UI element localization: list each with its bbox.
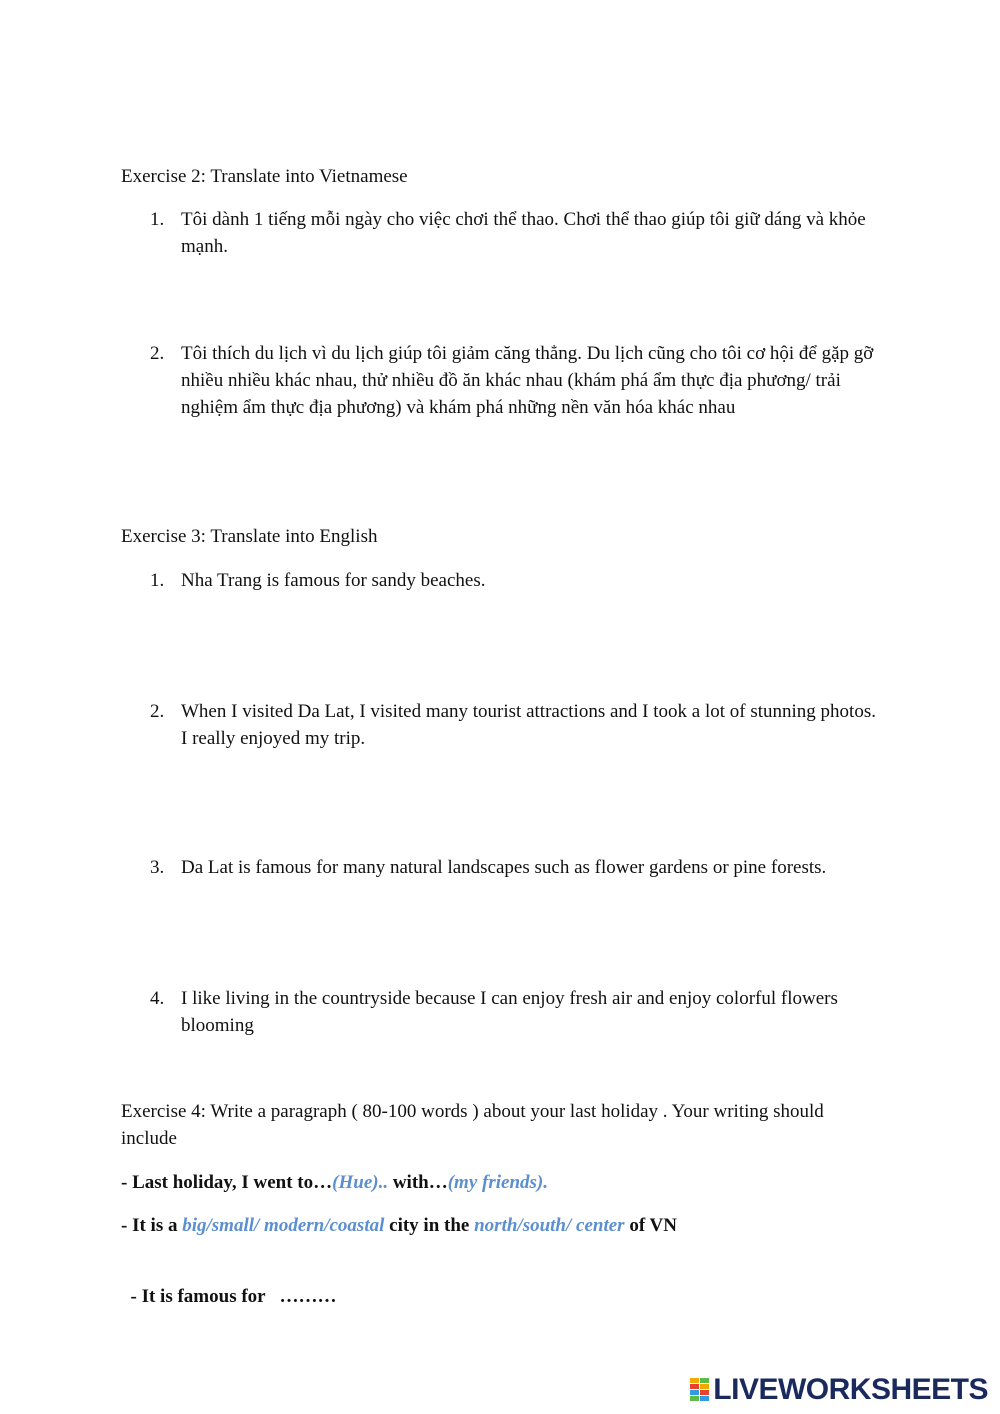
item-text: Tôi thích du lịch vì du lịch giúp tôi giảm căng thẳng. Du lịch cũng cho tôi cơ hội để gặp gỡ nhiều nhiều khác nhau, thử nhiều đồ ăn khác nhau (khám phá ẩm thực địa phương/ trải nghiệm ẩm thực địa phương) và khám phá những nền văn hóa khác nhau (181, 343, 874, 418)
hint-text: north/south/ center (474, 1215, 625, 1236)
exercise-3-heading: Exercise 3: Translate into English (121, 526, 378, 547)
item-text: Da Lat is famous for many natural landscapes such as flower gardens or pine forests. (181, 857, 827, 878)
hint-text: (Hue).. (332, 1172, 389, 1193)
exercise-2-item-2 (150, 340, 880, 421)
exercise-3-item-1 (150, 567, 880, 594)
exercise-3-item-4 (150, 985, 880, 1039)
item-number: 2. (150, 701, 165, 722)
item-number: 2. (150, 343, 165, 364)
exercise-2-heading: Exercise 2: Translate into Vietnamese (121, 166, 408, 187)
prompt-text: - It is a (121, 1215, 183, 1236)
item-text: When I visited Da Lat, I visited many tourist attractions and I took a lot of stunning photos. I really enjoyed my trip. (181, 701, 876, 749)
prompt-line-1 (121, 1169, 548, 1196)
prompt-text: - Last holiday, I went to… (121, 1172, 333, 1193)
prompt-text: city in the (384, 1215, 475, 1236)
item-number: 1. (150, 570, 165, 591)
liveworksheets-logo[interactable] (690, 1375, 988, 1405)
exercise-4-heading: Exercise 4: Write a paragraph ( 80-100 words ) about your last holiday . Your writing should include (121, 1101, 824, 1149)
liveworksheets-logo-icon (690, 1378, 710, 1402)
item-text: Tôi dành 1 tiếng mỗi ngày cho việc chơi thể thao. Chơi thể thao giúp tôi giữ dáng và khỏe mạnh. (181, 209, 866, 257)
hint-text: big/small/ modern/coastal (182, 1215, 385, 1236)
prompt-line-3 (121, 1256, 337, 1310)
prompt-text: with… (388, 1172, 448, 1193)
item-text: I like living in the countryside because I can enjoy fresh air and enjoy colorful flowers blooming (181, 988, 838, 1036)
exercise-3-item-2 (150, 698, 880, 752)
hint-text: (my friends). (447, 1172, 548, 1193)
item-text: Nha Trang is famous for sandy beaches. (181, 570, 486, 591)
exercise-3-item-3 (150, 854, 880, 881)
item-number: 4. (150, 988, 165, 1009)
item-number: 1. (150, 209, 165, 230)
prompt-text: - It is famous for ……… (130, 1286, 337, 1307)
logo-text: LIVEWORKSHEETS (713, 1373, 988, 1406)
prompt-line-2 (121, 1212, 677, 1239)
item-number: 3. (150, 857, 165, 878)
exercise-2-item-1 (150, 206, 880, 260)
prompt-text: of VN (624, 1215, 678, 1236)
